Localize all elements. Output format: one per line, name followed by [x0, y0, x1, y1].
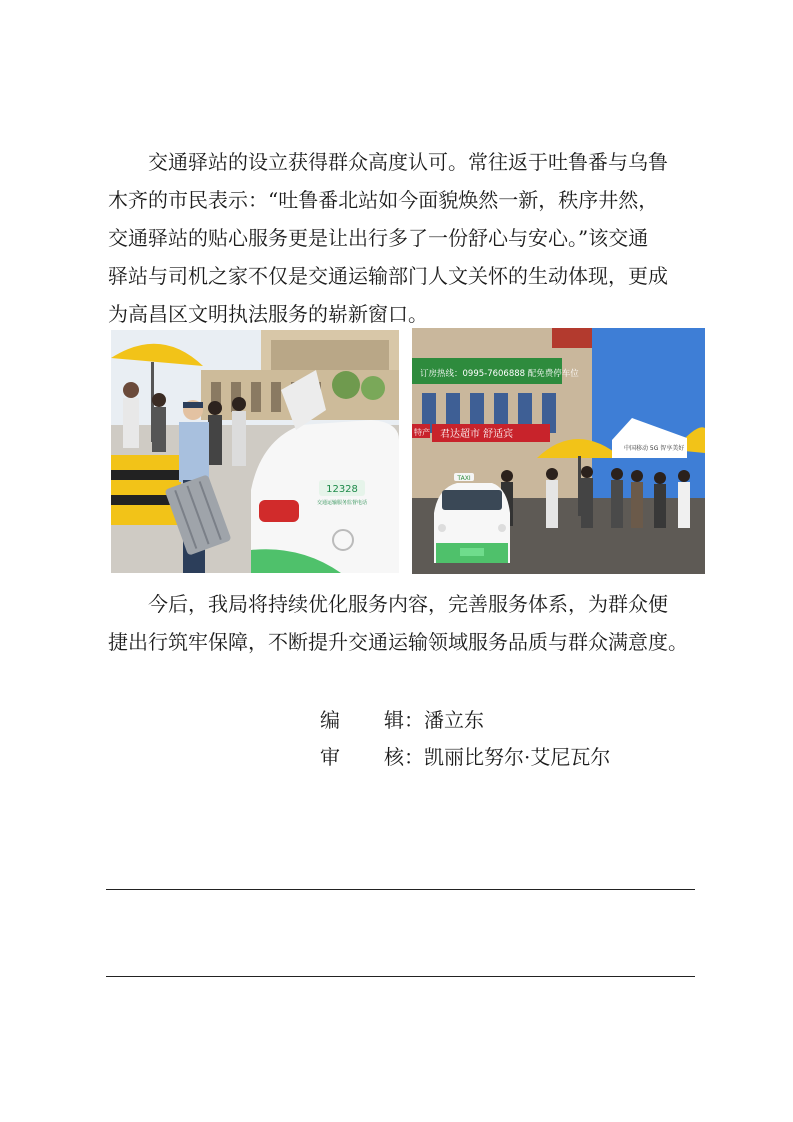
- photo-station-front-illustration: [412, 328, 705, 574]
- paragraph-line: 交通驿站的设立获得群众高度认可。常往返于吐鲁番与乌鲁: [108, 150, 668, 174]
- photo-officer-taxi: [111, 330, 399, 573]
- divider-line: [106, 889, 695, 890]
- paragraph-line: 为高昌区文明执法服务的崭新窗口。: [108, 302, 428, 326]
- credit-editor-label-1: 编: [320, 708, 340, 732]
- credit-reviewer-label-1: 审: [320, 745, 340, 769]
- credit-editor-name: ：潘立东: [404, 708, 484, 732]
- credit-reviewer-name: ：凯丽比努尔·艾尼瓦尔: [404, 745, 611, 769]
- car-sticker-caption: 交通运输服务监督电话: [316, 500, 368, 506]
- divider-line: [106, 976, 695, 977]
- paragraph-line: 木齐的市民表示：“吐鲁番北站如今面貌焕然一新，秩序井然，: [108, 188, 659, 212]
- taxi-roof-sign: TAXI: [457, 475, 471, 482]
- specialty-sign: 特产: [414, 428, 430, 437]
- shop-sign: 君达超市 舒适宾: [440, 429, 514, 440]
- paragraph-line: 今后，我局将持续优化服务内容，完善服务体系，为群众便: [108, 592, 668, 616]
- car-sticker-number: 12328: [326, 484, 358, 495]
- paragraph-outlook: [108, 585, 708, 661]
- hotline-banner: 订房热线：0995-7606888 配免费停车位: [420, 369, 579, 379]
- paragraph-line: 捷出行筑牢保障，不断提升交通运输领域服务品质与群众满意度。: [108, 630, 688, 654]
- credit-reviewer-label-2: 核: [384, 745, 404, 769]
- photo-officer-taxi-illustration: [111, 330, 399, 573]
- credit-editor-label-2: 辑: [384, 708, 404, 732]
- photo-station-front: [412, 328, 705, 574]
- paragraph-line: 驿站与司机之家不仅是交通运输部门人文关怀的生动体现，更成: [108, 264, 668, 288]
- tent-banner: 中国移动 5G 智享美好: [624, 445, 685, 452]
- paragraph-intro: [108, 143, 708, 333]
- paragraph-line: 交通驿站的贴心服务更是让出行多了一份舒心与安心。”该交通: [108, 226, 649, 250]
